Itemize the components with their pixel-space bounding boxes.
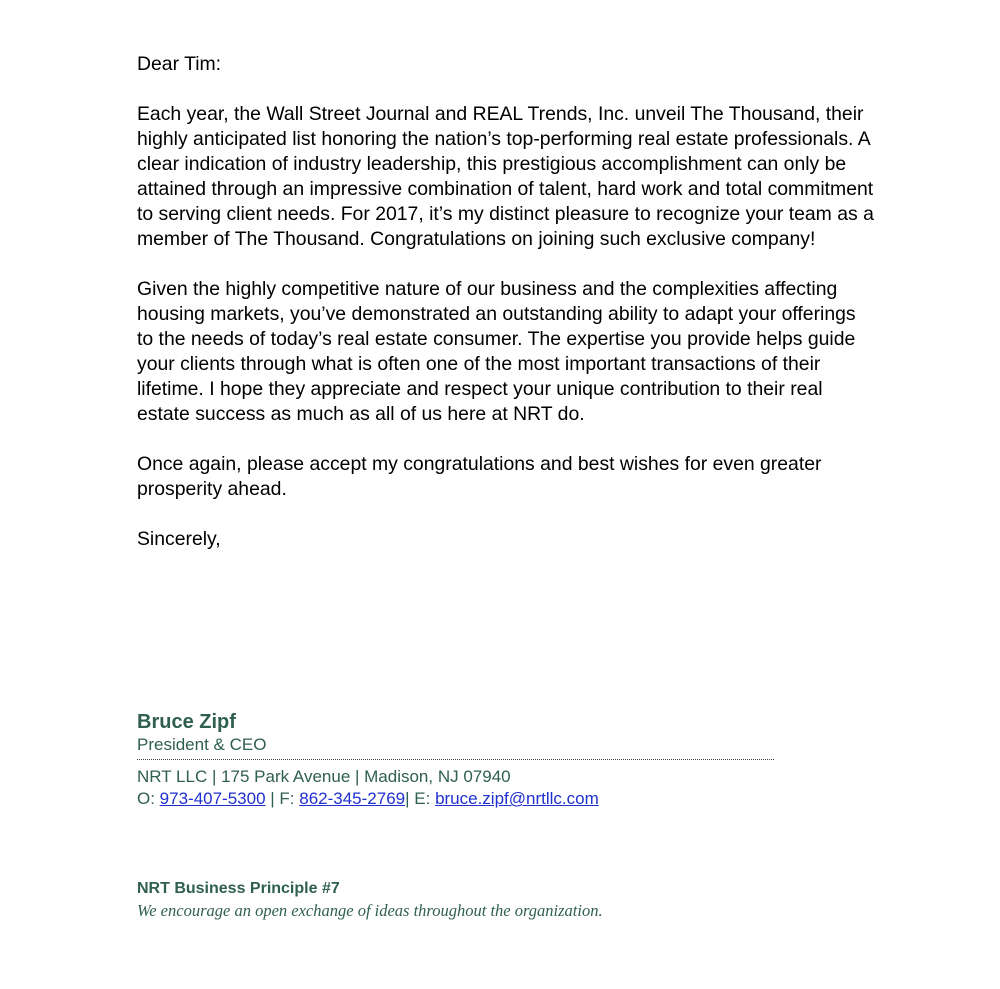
letter-greeting: Dear Tim: xyxy=(137,53,222,75)
business-principle xyxy=(137,878,877,922)
signature-divider xyxy=(137,759,774,760)
email-label: | E: xyxy=(405,789,436,808)
letter-paragraph-2: Given the highly competitive nature of our business and the complexities affecting housing markets, you’ve demonstrated an outstanding ability to adapt your offerings to the needs of today’s real estate consumer. The expertise you provide helps guide your clients through what is often one of the most important transactions of their lifetime. I hope they appreciate and respect your unique contribution to their real estate success as much as all of us here at NRT do. xyxy=(137,278,856,425)
fax-label: | F: xyxy=(265,789,300,808)
principle-text: We encourage an open exchange of ideas throughout the organization. xyxy=(137,901,603,920)
signature-name: Bruce Zipf xyxy=(137,711,236,733)
letter-paragraph-3: Once again, please accept my congratulations and best wishes for even greater prosperity ahead. xyxy=(137,453,822,500)
signature-address: NRT LLC | 175 Park Avenue | Madison, NJ 07940 xyxy=(137,767,511,786)
office-phone-link[interactable]: 973-407-5300 xyxy=(159,789,266,808)
letter-body xyxy=(137,52,877,552)
signature-title: President & CEO xyxy=(137,735,267,754)
email-link[interactable]: bruce.zipf@nrtllc.com xyxy=(435,789,599,808)
office-label: O: xyxy=(137,789,160,808)
signature-block xyxy=(137,710,837,810)
letter-closing: Sincerely, xyxy=(137,528,221,550)
principle-title: NRT Business Principle #7 xyxy=(137,880,340,897)
signature-contact-line xyxy=(137,788,837,810)
letter-paragraph-1: Each year, the Wall Street Journal and REAL Trends, Inc. unveil The Thousand, their highly anticipated list honoring the nation’s top-performing real estate professionals. A clear indication of industry leadership, this prestigious accomplishment can only be attained through an impressive combination of talent, hard work and total commitment to serving client needs. For 2017, it’s my distinct pleasure to recognize your team as a member of The Thousand. Congratulations on joining such exclusive company! xyxy=(137,103,874,250)
fax-phone-link[interactable]: 862-345-2769 xyxy=(299,789,406,808)
